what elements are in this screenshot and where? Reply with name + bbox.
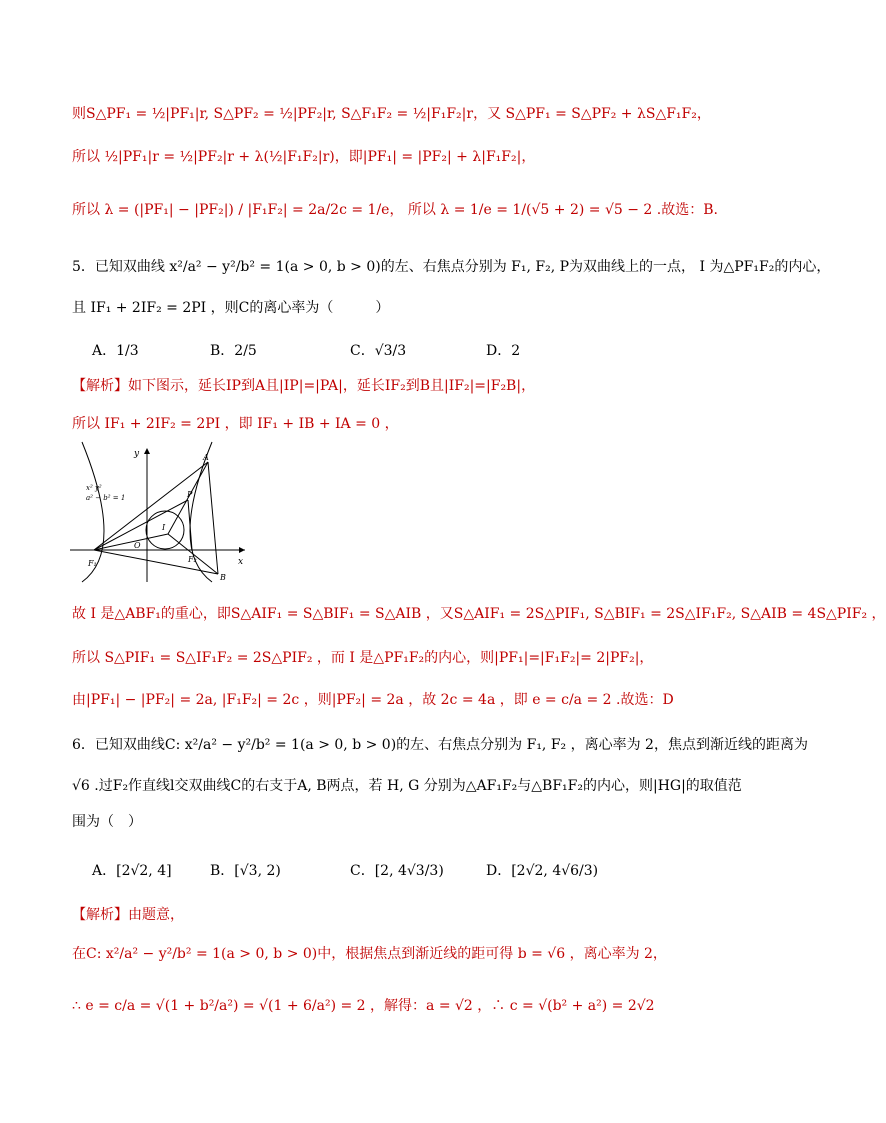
point-i-label: I	[162, 523, 166, 532]
solution-6-line-2: 在C: x²/a² − y²/b² = 1(a > 0, b > 0)中，根据焦点到渐近线的距可得 b = √6 ，离心率为 2，	[72, 946, 667, 962]
lambda-expression: 所以 λ = (|PF₁| − |PF₂|) / |F₁F₂| = 2a/2c = 1/e，	[72, 202, 404, 218]
y-axis-arrow-icon	[144, 448, 150, 454]
q6-option-a: A．[2√2, 4]	[92, 863, 172, 879]
q5-option-a: A．1/3	[92, 343, 139, 359]
line-a-b	[208, 462, 218, 574]
question-5-stem: 5．已知双曲线 x²/a² − y²/b² = 1(a > 0, b > 0)的左、右焦点分别为 F₁, F₂, P为双曲线上的一点， I 为△PF₁F₂的内心，	[72, 259, 831, 275]
q6-option-c: C．[2, 4√3/3)	[350, 863, 444, 879]
x-axis-label: x	[238, 557, 244, 567]
line-f1-p	[94, 500, 188, 550]
question-6-condition: √6 .过F₂作直线l交双曲线C的右支于A, B两点，若 H, G 分别为△AF₁F₂与△BF₁F₂的内心，则|HG|的取值范	[72, 778, 742, 794]
point-b-label: B	[220, 573, 226, 582]
point-p-label: P	[187, 490, 193, 499]
solution-5-line-5: 由|PF₁| − |PF₂| = 2a, |F₁F₂| = 2c ，则|PF₂| = 2a ，故 2c = 4a ，即 e = c/a = 2 .故选：D	[72, 692, 674, 708]
q5-option-c: C．√3/3	[350, 343, 407, 359]
solution-6-line-1	[72, 905, 184, 925]
solution-5-line-4: 所以 S△PIF₁ = S△IF₁F₂ = 2S△PIF₂ ，而 I 是△PF₁F₂的内心，则|PF₁|=|F₁F₂|= 2|PF₂|，	[72, 650, 654, 666]
origin-label: O	[134, 541, 141, 550]
y-axis-label: y	[134, 449, 140, 459]
line-f1-b	[94, 550, 218, 574]
line-p-f2	[188, 500, 192, 550]
solution-line-ratio: 所以 ½|PF₁|r = ½|PF₂|r + λ(½|F₁F₂|r)，即|PF₁| = |PF₂| + λ|F₁F₂|，	[72, 149, 536, 165]
q6-option-b: B．[√3, 2)	[210, 863, 281, 879]
question-6-ask: 围为（ ）	[72, 814, 142, 830]
line-i-b	[168, 534, 218, 574]
solution-6-text-1: 由题意，	[128, 907, 184, 923]
q6-option-d: D．[2√2, 4√6/3)	[486, 863, 599, 879]
figure-equation-bottom: a² − b² = 1	[86, 494, 126, 502]
solution-5-line-2: 所以 IF₁ + 2IF₂ = 2PI ，即 IF₁ + IB + IA = 0 ，	[72, 416, 399, 432]
q5-option-b: B．2/5	[210, 343, 257, 359]
point-f2-label: F₂	[188, 555, 197, 564]
x-axis-arrow-icon	[239, 547, 245, 553]
lambda-result: 所以 λ = 1/e = 1/(√5 + 2) = √5 − 2 .故选：B.	[407, 202, 718, 218]
point-f1-label: F₁	[88, 559, 97, 568]
solution-line-areas: 则S△PF₁ = ½|PF₁|r, S△PF₂ = ½|PF₂|r, S△F₁F₂ = ½|F₁F₂|r，又 S△PF₁ = S△PF₂ + λS△F₁F₂，	[72, 106, 711, 122]
solution-5-text-1: 如下图示，延长IP到A且|IP|=|PA|，延长IF₂到B且|IF₂|=|F₂B|，	[128, 378, 536, 394]
solution-6-label: 【解析】	[72, 907, 128, 923]
question-5-condition: 且 IF₁ + 2IF₂ = 2PI ，则C的离心率为（ ）	[72, 300, 390, 316]
solution-5-line-3: 故 I 是△ABF₁的重心，即S△AIF₁ = S△BIF₁ = S△AIB ，又S△AIF₁ = 2S△PIF₁, S△BIF₁ = 2S△IF₁F₂, S△AIB = 4S△PIF₂ ，	[72, 606, 886, 622]
solution-6-line-3: ∴ e = c/a = √(1 + b²/a²) = √(1 + 6/a²) = 2 ，解得：a = √2 ，∴ c = √(b² + a²) = 2√2	[72, 998, 655, 1014]
figure-equation-top: x² y²	[86, 484, 102, 492]
solution-line-lambda	[72, 200, 718, 220]
hyperbola-figure	[70, 442, 250, 582]
q5-option-d: D．2	[486, 343, 521, 359]
solution-label: 【解析】	[72, 378, 128, 394]
question-6-stem: 6．已知双曲线C: x²/a² − y²/b² = 1(a > 0, b > 0)的左、右焦点分别为 F₁, F₂ ，离心率为 2，焦点到渐近线的距离为	[72, 737, 808, 753]
point-a-label: A	[203, 453, 209, 462]
solution-5-line-1	[72, 376, 535, 396]
